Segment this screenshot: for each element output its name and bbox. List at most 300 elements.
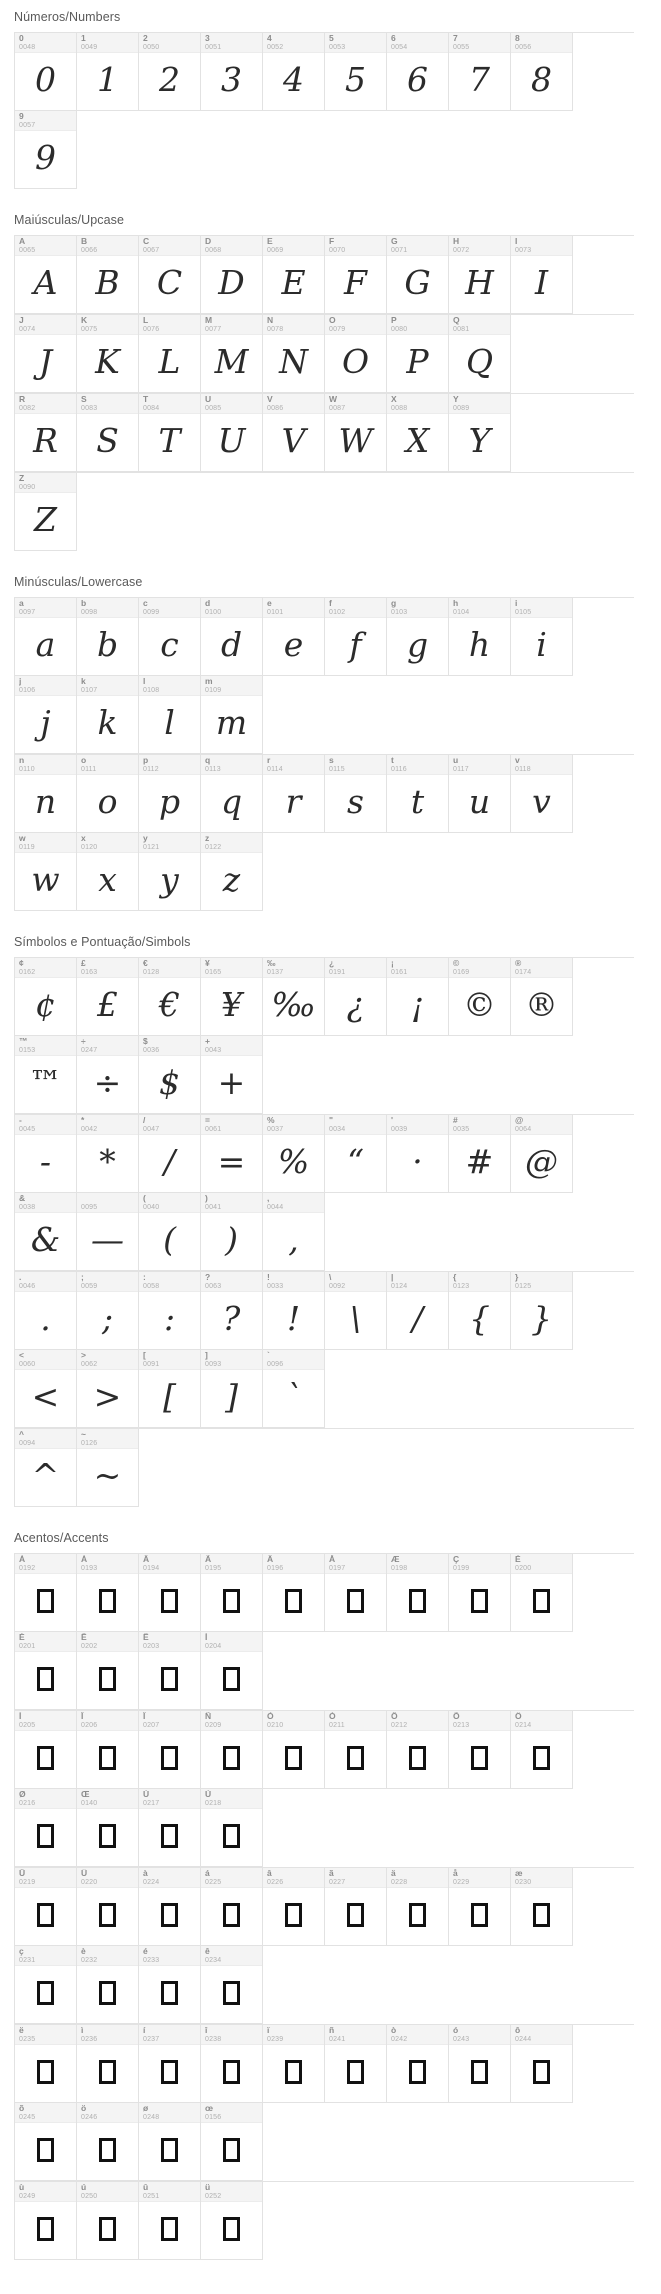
glyph-row — [14, 1710, 634, 1867]
glyph-cell[interactable] — [15, 1272, 77, 1350]
glyph-cell[interactable] — [139, 2103, 201, 2181]
glyph-cell[interactable] — [387, 1554, 449, 1632]
glyph-cell[interactable] — [15, 1632, 77, 1710]
glyph-cell[interactable] — [325, 315, 387, 393]
glyph-char-label: Ù — [143, 1790, 150, 1799]
glyph-code-label: 0035 — [453, 1126, 470, 1133]
glyph-cell[interactable] — [15, 676, 77, 754]
glyph-cell[interactable] — [139, 1789, 201, 1867]
glyph-cell-header — [139, 1115, 200, 1135]
glyph-char-label: ! — [267, 1273, 270, 1282]
glyph-cell[interactable] — [449, 1868, 511, 1946]
glyph-cell-header — [325, 2025, 386, 2045]
glyph-cell[interactable] — [15, 1036, 77, 1114]
glyph-char-label: Ñ — [205, 1712, 212, 1721]
glyph-char-label: Ø — [19, 1790, 26, 1799]
glyph-cell[interactable] — [77, 833, 139, 911]
glyph-cell[interactable] — [449, 598, 511, 676]
glyph-cell[interactable] — [263, 33, 325, 111]
glyph-cell[interactable] — [263, 1272, 325, 1350]
glyph-cell[interactable] — [139, 2182, 201, 2260]
glyph-cell[interactable] — [15, 958, 77, 1036]
glyph-char-label: , — [267, 1194, 270, 1203]
glyph-code-label: 0065 — [19, 247, 36, 254]
glyph-cell[interactable] — [77, 2182, 139, 2260]
glyph-cell[interactable] — [139, 1193, 201, 1271]
glyph-cell[interactable] — [201, 1868, 263, 1946]
glyph-preview — [77, 2123, 138, 2180]
glyph-cell[interactable] — [77, 958, 139, 1036]
glyph-cell[interactable] — [449, 1272, 511, 1350]
glyph-preview — [201, 2202, 262, 2259]
glyph-preview: N — [279, 342, 308, 381]
glyph-cell[interactable] — [15, 755, 77, 833]
missing-glyph-icon — [533, 1589, 550, 1613]
glyph-cell[interactable] — [201, 1272, 263, 1350]
glyph-cell-header — [201, 1946, 262, 1966]
glyph-char-label: Ú — [205, 1790, 212, 1799]
glyph-cell[interactable] — [201, 598, 263, 676]
glyph-cell-header — [387, 1868, 448, 1888]
glyph-cell[interactable] — [449, 315, 511, 393]
glyph-code-label: 0251 — [143, 2193, 160, 2200]
glyph-cell[interactable] — [201, 33, 263, 111]
glyph-char-label: ï — [267, 2026, 270, 2035]
glyph-preview: ÷ — [93, 1063, 122, 1102]
glyph-cell[interactable] — [15, 1868, 77, 1946]
glyph-cell[interactable] — [511, 2025, 573, 2103]
glyph-preview — [139, 1966, 200, 2023]
glyph-code-label: 0233 — [143, 1957, 160, 1964]
glyph-cell-header — [201, 2025, 262, 2045]
glyph-cell[interactable] — [77, 315, 139, 393]
glyph-row — [14, 472, 634, 551]
glyph-code-label: 0128 — [143, 969, 160, 976]
glyph-cell[interactable] — [77, 1632, 139, 1710]
glyph-cell[interactable] — [201, 1711, 263, 1789]
glyph-cell-header — [449, 1554, 510, 1574]
glyph-code-label: 0083 — [81, 405, 98, 412]
glyph-char-label: Å — [329, 1555, 336, 1564]
glyph-cell[interactable] — [139, 315, 201, 393]
glyph-cell[interactable] — [139, 1946, 201, 2024]
glyph-cell[interactable] — [449, 236, 511, 314]
glyph-cell[interactable] — [139, 394, 201, 472]
glyph-preview: P — [406, 342, 429, 381]
glyph-preview — [139, 2202, 200, 2259]
glyph-char-label: æ — [515, 1869, 523, 1878]
glyph-code-label: 0108 — [143, 687, 160, 694]
glyph-cell-header — [449, 598, 510, 618]
glyph-cell[interactable] — [511, 236, 573, 314]
glyph-cell[interactable] — [77, 1946, 139, 2024]
glyph-cell[interactable] — [387, 315, 449, 393]
glyph-cell[interactable] — [387, 958, 449, 1036]
glyph-cell[interactable] — [139, 1272, 201, 1350]
glyph-cell-header — [201, 315, 262, 335]
glyph-cell[interactable] — [263, 1193, 325, 1271]
glyph-cell[interactable] — [263, 236, 325, 314]
glyph-cell[interactable] — [15, 33, 77, 111]
glyph-cell[interactable] — [77, 755, 139, 833]
glyph-char-label: ì — [81, 2026, 84, 2035]
glyph-cell[interactable] — [77, 2025, 139, 2103]
glyph-code-label: 0038 — [19, 1204, 36, 1211]
glyph-cell[interactable] — [201, 2025, 263, 2103]
glyph-cell[interactable] — [77, 1554, 139, 1632]
glyph-cell[interactable] — [201, 236, 263, 314]
glyph-cell[interactable] — [511, 598, 573, 676]
glyph-cell[interactable] — [139, 755, 201, 833]
glyph-preview: Z — [34, 500, 57, 539]
glyph-code-label: 0242 — [391, 2036, 408, 2043]
glyph-cell[interactable] — [325, 1554, 387, 1632]
glyph-cell[interactable] — [139, 833, 201, 911]
missing-glyph-icon — [37, 1903, 54, 1927]
glyph-preview — [15, 1574, 76, 1631]
section-spacer — [0, 2260, 661, 2274]
glyph-cell[interactable] — [77, 1429, 139, 1507]
glyph-row — [14, 1114, 634, 1271]
glyph-cell[interactable] — [15, 473, 77, 551]
glyph-preview — [77, 1652, 138, 1709]
glyph-cell[interactable] — [511, 33, 573, 111]
glyph-cell[interactable] — [387, 236, 449, 314]
glyph-cell[interactable] — [325, 598, 387, 676]
glyph-cell[interactable] — [77, 1711, 139, 1789]
glyph-cell-header — [201, 2103, 262, 2123]
glyph-preview: ¢ — [35, 985, 56, 1024]
glyph-cell[interactable] — [15, 315, 77, 393]
glyph-cell[interactable] — [201, 833, 263, 911]
glyph-cell[interactable] — [263, 755, 325, 833]
glyph-cell[interactable] — [325, 2025, 387, 2103]
glyph-cell[interactable] — [201, 958, 263, 1036]
missing-glyph-icon — [533, 1903, 550, 1927]
glyph-code-label: 0079 — [329, 326, 346, 333]
glyph-preview: Y — [468, 421, 491, 460]
glyph-preview: 8 — [531, 60, 552, 99]
glyph-cell[interactable] — [15, 1789, 77, 1867]
glyph-cell[interactable] — [15, 2182, 77, 2260]
glyph-preview: - — [39, 1142, 52, 1181]
glyph-char-label: N — [267, 316, 274, 325]
glyph-cell[interactable] — [387, 1868, 449, 1946]
missing-glyph-icon — [161, 1824, 178, 1848]
glyph-code-label: 0228 — [391, 1879, 408, 1886]
glyph-char-label: 2 — [143, 34, 148, 43]
glyph-code-label: 0118 — [515, 766, 531, 773]
glyph-cell[interactable] — [387, 1711, 449, 1789]
glyph-cell[interactable] — [201, 315, 263, 393]
glyph-cell[interactable] — [263, 315, 325, 393]
glyph-cell[interactable] — [77, 1789, 139, 1867]
glyph-cell[interactable] — [511, 1868, 573, 1946]
glyph-char-label: D — [205, 237, 212, 246]
glyph-cell[interactable] — [263, 394, 325, 472]
glyph-cell-header — [511, 33, 572, 53]
glyph-cell[interactable] — [139, 1711, 201, 1789]
glyph-cell-header — [201, 1272, 262, 1292]
glyph-preview: © — [463, 985, 496, 1024]
glyph-cell[interactable] — [77, 2103, 139, 2181]
glyph-cell[interactable] — [263, 1554, 325, 1632]
missing-glyph-icon — [161, 2217, 178, 2241]
glyph-cell[interactable] — [511, 755, 573, 833]
glyph-code-label: 0048 — [19, 44, 36, 51]
glyph-cell[interactable] — [139, 236, 201, 314]
glyph-cell[interactable] — [201, 1632, 263, 1710]
glyph-code-label: 0245 — [19, 2114, 36, 2121]
glyph-code-label: 0059 — [81, 1283, 98, 1290]
glyph-cell[interactable] — [77, 1115, 139, 1193]
glyph-preview: 5 — [345, 60, 366, 99]
glyph-cell[interactable] — [15, 1946, 77, 2024]
glyph-cell[interactable] — [263, 1115, 325, 1193]
glyph-cell[interactable] — [201, 676, 263, 754]
glyph-cell[interactable] — [139, 676, 201, 754]
glyph-cell[interactable] — [511, 1115, 573, 1193]
glyph-cell[interactable] — [201, 755, 263, 833]
glyph-char-label: S — [81, 395, 87, 404]
glyph-cell[interactable] — [201, 2103, 263, 2181]
glyph-code-label: 0036 — [143, 1047, 160, 1054]
glyph-cell-header — [325, 958, 386, 978]
glyph-cell[interactable] — [511, 1711, 573, 1789]
glyph-preview: O — [341, 342, 370, 381]
glyph-cell-header — [139, 958, 200, 978]
glyph-preview — [77, 1966, 138, 2023]
glyph-cell[interactable] — [325, 33, 387, 111]
glyph-cell[interactable] — [263, 1711, 325, 1789]
glyph-char-label: 3 — [205, 34, 210, 43]
glyph-cell[interactable] — [325, 1711, 387, 1789]
glyph-char-label: ] — [205, 1351, 208, 1360]
glyph-cell[interactable] — [139, 1036, 201, 1114]
glyph-cell[interactable] — [15, 2025, 77, 2103]
glyph-cell[interactable] — [139, 1868, 201, 1946]
glyph-cell[interactable] — [263, 1350, 325, 1428]
glyph-cell[interactable] — [511, 958, 573, 1036]
glyph-cell[interactable] — [511, 1272, 573, 1350]
glyph-preview — [387, 2045, 448, 2102]
glyph-code-label: 0241 — [329, 2036, 346, 2043]
glyph-cell[interactable] — [15, 1350, 77, 1428]
glyph-cell[interactable] — [201, 1115, 263, 1193]
glyph-cell[interactable] — [325, 236, 387, 314]
glyph-cell[interactable] — [139, 1115, 201, 1193]
glyph-preview: b — [96, 625, 119, 664]
glyph-cell[interactable] — [15, 1711, 77, 1789]
glyph-char-label: â — [267, 1869, 272, 1878]
glyph-cell[interactable] — [15, 1554, 77, 1632]
glyph-char-label: Î — [81, 1712, 84, 1721]
glyph-cell[interactable] — [201, 1946, 263, 2024]
glyph-preview — [201, 1888, 262, 1945]
glyph-cell[interactable] — [449, 1711, 511, 1789]
glyph-cell[interactable] — [387, 33, 449, 111]
glyph-cell-header — [77, 1632, 138, 1652]
glyph-code-label: 0231 — [19, 1957, 36, 1964]
glyph-cell[interactable] — [15, 111, 77, 189]
glyph-cell[interactable] — [449, 394, 511, 472]
glyph-cell[interactable] — [139, 1632, 201, 1710]
glyph-preview: } — [531, 1299, 552, 1338]
glyph-char-label: Œ — [81, 1790, 90, 1799]
glyph-cell[interactable] — [387, 598, 449, 676]
glyph-preview: n — [34, 782, 57, 821]
glyph-preview — [325, 1574, 386, 1631]
glyph-preview: : — [163, 1299, 176, 1338]
glyph-cell[interactable] — [77, 1868, 139, 1946]
glyph-cell[interactable] — [15, 1193, 77, 1271]
glyph-cell-header — [15, 473, 76, 493]
glyph-cell[interactable] — [201, 1789, 263, 1867]
glyph-cell-header — [263, 598, 324, 618]
glyph-code-label: 0102 — [329, 609, 346, 616]
glyph-preview: y — [160, 860, 179, 899]
glyph-code-label: 0153 — [19, 1047, 36, 1054]
glyph-cell[interactable] — [77, 33, 139, 111]
glyph-cell[interactable] — [15, 833, 77, 911]
glyph-char-label: Ë — [143, 1633, 149, 1642]
glyph-preview: V — [281, 421, 306, 460]
glyph-code-label: 0163 — [81, 969, 98, 976]
glyph-cell[interactable] — [263, 598, 325, 676]
glyph-char-label: J — [19, 316, 24, 325]
glyph-preview — [77, 2202, 138, 2259]
glyph-preview: m — [215, 703, 248, 742]
glyph-cell[interactable] — [77, 676, 139, 754]
glyph-cell[interactable] — [263, 1868, 325, 1946]
glyph-cell[interactable] — [77, 1272, 139, 1350]
glyph-cell[interactable] — [449, 1554, 511, 1632]
glyph-char-label: T — [143, 395, 149, 404]
glyph-cell[interactable] — [201, 1554, 263, 1632]
glyph-code-label: 0237 — [143, 2036, 160, 2043]
glyph-cell[interactable] — [201, 1193, 263, 1271]
glyph-cell[interactable] — [387, 2025, 449, 2103]
glyph-cell-header — [387, 958, 448, 978]
glyph-cell[interactable] — [201, 2182, 263, 2260]
glyph-cell[interactable] — [201, 394, 263, 472]
glyph-code-label: 0238 — [205, 2036, 222, 2043]
glyph-cell[interactable] — [387, 394, 449, 472]
glyph-cell[interactable] — [139, 1350, 201, 1428]
glyph-cell[interactable] — [15, 236, 77, 314]
glyph-char-label: s — [329, 756, 334, 765]
glyph-preview — [139, 1652, 200, 1709]
glyph-cell[interactable] — [387, 1115, 449, 1193]
glyph-preview — [201, 1731, 262, 1788]
glyph-cell[interactable] — [449, 755, 511, 833]
glyph-cell[interactable] — [15, 2103, 77, 2181]
glyph-cell[interactable] — [15, 1115, 77, 1193]
glyph-char-label: [ — [143, 1351, 146, 1360]
glyph-code-label: 0219 — [19, 1879, 36, 1886]
glyph-code-label: 0156 — [205, 2114, 222, 2121]
glyph-cell[interactable] — [15, 394, 77, 472]
glyph-char-label: } — [515, 1273, 519, 1282]
glyph-cell[interactable] — [325, 1868, 387, 1946]
glyph-preview: * — [99, 1142, 116, 1181]
glyph-preview: D — [218, 263, 245, 302]
glyph-cell[interactable] — [201, 1036, 263, 1114]
glyph-cell[interactable] — [387, 755, 449, 833]
missing-glyph-icon — [285, 1589, 302, 1613]
glyph-cell[interactable] — [263, 2025, 325, 2103]
glyph-code-label: 0070 — [329, 247, 346, 254]
glyph-code-label: 0213 — [453, 1722, 470, 1729]
glyph-cell[interactable] — [511, 1554, 573, 1632]
glyph-cell-header — [77, 598, 138, 618]
glyph-cell[interactable] — [139, 958, 201, 1036]
glyph-char-label: å — [453, 1869, 458, 1878]
glyph-cell[interactable] — [387, 1272, 449, 1350]
glyph-cell-header — [511, 1272, 572, 1292]
glyph-cell[interactable] — [15, 1429, 77, 1507]
glyph-cell[interactable] — [15, 598, 77, 676]
glyph-code-label: 0053 — [329, 44, 346, 51]
glyph-cell[interactable] — [77, 1350, 139, 1428]
glyph-cell[interactable] — [449, 2025, 511, 2103]
missing-glyph-icon — [223, 2217, 240, 2241]
glyph-cell-header — [201, 2182, 262, 2202]
section-title: Maiúsculas/Upcase — [14, 213, 125, 227]
glyph-preview — [77, 1888, 138, 1945]
glyph-cell-header — [511, 755, 572, 775]
glyph-cell[interactable] — [449, 1115, 511, 1193]
glyph-code-label: 0169 — [453, 969, 470, 976]
glyph-code-label: 0103 — [391, 609, 408, 616]
glyph-preview: j — [40, 703, 51, 742]
glyph-char-label: i — [515, 599, 518, 608]
glyph-cell[interactable] — [449, 958, 511, 1036]
glyph-code-label: 0033 — [267, 1283, 284, 1290]
glyph-cell[interactable] — [139, 2025, 201, 2103]
glyph-cell[interactable] — [449, 33, 511, 111]
glyph-cell[interactable] — [325, 958, 387, 1036]
glyph-cell[interactable] — [77, 236, 139, 314]
glyph-row — [14, 32, 634, 189]
glyph-cell[interactable] — [77, 1193, 139, 1271]
glyph-code-label: 0080 — [391, 326, 408, 333]
glyph-cell[interactable] — [139, 598, 201, 676]
glyph-cell[interactable] — [139, 1554, 201, 1632]
glyph-cell-header — [15, 1272, 76, 1292]
glyph-cell[interactable] — [77, 598, 139, 676]
glyph-cell[interactable] — [139, 33, 201, 111]
glyph-preview: \ — [349, 1299, 362, 1338]
glyph-row — [14, 754, 634, 911]
glyph-cell[interactable] — [77, 394, 139, 472]
glyph-char-label: * — [81, 1116, 85, 1125]
glyph-cell[interactable] — [325, 755, 387, 833]
glyph-char-label: q — [205, 756, 211, 765]
glyph-char-label: { — [453, 1273, 457, 1282]
glyph-cell[interactable] — [325, 1272, 387, 1350]
glyph-cell[interactable] — [325, 1115, 387, 1193]
glyph-cell[interactable] — [325, 394, 387, 472]
glyph-cell[interactable] — [263, 958, 325, 1036]
glyph-code-label: 0174 — [515, 969, 532, 976]
glyph-char-label: + — [205, 1037, 210, 1046]
glyph-cell[interactable] — [201, 1350, 263, 1428]
glyph-cell[interactable] — [77, 1036, 139, 1114]
missing-glyph-icon — [99, 1746, 116, 1770]
glyph-char-label: n — [19, 756, 25, 765]
glyph-cell-header — [77, 1429, 138, 1449]
